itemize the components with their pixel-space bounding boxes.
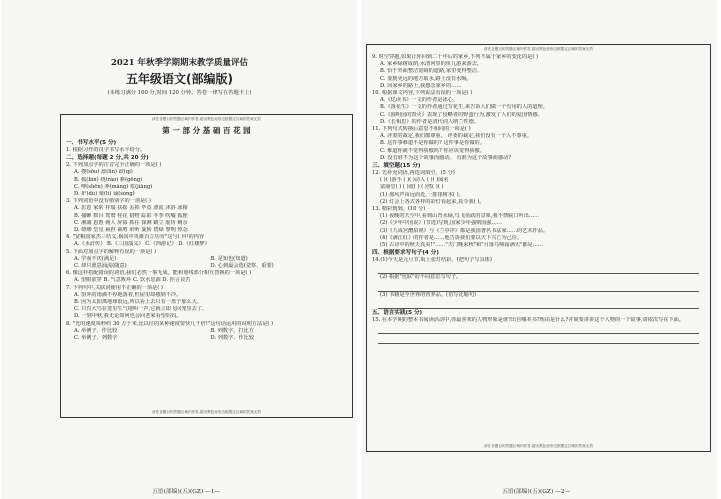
answer-box-right [366,44,711,452]
q6: 6. 像这样搭配错误的词语,我们必然一事无成。能和划线部分相互替换的一项是( ) [66,270,252,277]
q12-words-row2: 富丽堂( ) ( )废( ) ( )然( )( ) [380,184,444,191]
q13-item-3: (3)《九成宫醴泉铭》与《兰亭序》都是我国著名书法家……的艺术作品。 [380,227,549,234]
section-4-heading: 四、根据要求写句子(4 分) [372,250,439,257]
q11-option-b: B. 这件事难道不是你做的? 这件事是你做的。 [380,140,485,147]
q9: 9. 时空穿越,如果让你回到二十年后的家乡,下列不属于家乡的变化的是( ) [372,54,539,60]
q12-sentence-2: (2) 灯会上各式各样的彩灯看起来,真令我( )。 [380,198,485,205]
notice-top: 请在各题目的答题区域内作答,超出黑色矩形边框限定区域的答案无效 [152,117,261,121]
q10-option-c: C.《圆明园的毁灭》表现了侵略者的野蛮行为,激发了人们的爱国情感。 [380,111,543,118]
section-5-heading: 五、语言实践(5 分) [372,309,423,316]
q5: 5. 下面对加点字的解释有误的一项是( ) [66,248,157,255]
q4-options: A.《水浒传》 B.《三国演义》 C.《西游记》 D.《红楼梦》 [74,241,210,248]
q15: 15. 在本学期的整本书阅读活动中,你最喜欢的人物形象是谁?出自哪本书?理由是什么?并简要讲讲这个人物的一个故事,请依次写在下面。 [372,316,685,323]
q7-option-a: A. 窗外的雨滴不停地落着,但屋里却感到不冷。 [74,291,182,298]
section-2-heading: 二、选择题(每题 2 分,共 20 分) [66,155,149,162]
q2-option-b: B. 鬓(bìn) 绕(rào) 耕(gēng) [74,176,143,183]
notice-bottom-right: 请在各题目的答题区域内作答,超出黑色矩形边框限定区域的答案无效 [484,444,593,448]
q2: 2. 下列加点字的注音完全正确的一项是( ) [66,162,162,169]
q3-option-c: C. 淋漓 恩惠 佣人 屏幕 抓住 探测 鹤立 虚伪 剩余 [74,219,188,226]
q14-part-3: (3) 书籍是全世界的营养品。(仿写比喻句) [380,291,477,298]
q8-option-d: D. 列数字、作比较 [210,335,255,342]
q12: 12. 先补充词语,再选词填空。(5 分) [372,170,455,177]
page-2 [362,0,717,499]
q13-item-4: (4)《满江红》的作者是……他告诉我们要以天下兴亡为己任。 [380,234,523,241]
q5-options-row1 [66,256,347,263]
q13-item-1: (1) 夜晚的天空中,看到山青水绿,鸟飞鱼跃的景象,我不禁脱口吟出…… [380,213,540,220]
q8-option-a: A. 举例子、作比较 [74,327,118,334]
instructions: (本练习满分 100 分,时间 120 分钟。答卷一律写在答题卡上) [107,90,252,96]
q5-option-a: A. 学而不厌(满足) [74,255,117,262]
q11-option-a: A. 评委的裁定,我们都尊重。 评委的裁定,我们没有一个人不尊重。 [380,133,533,140]
q8-options-row1 [66,328,347,335]
q6-options: A. 望眼欲穿 B. 气急败坏 C. 饮水思源 D. 拒言良苦 [74,277,191,284]
q9-option-c: C. 要到更远的地方取水,路上没有水喝。 [380,75,472,82]
q10-option-a: A.《忆读书》一文的作者是冰心。 [380,97,459,104]
q8-option-b: B. 列数字、打比方 [210,327,254,334]
q10: 10. 根据课文内容,下列说法有误的一项是( ) [372,90,473,97]
q3-option-b: B. 捕蝉 数目 鸳鸯 桂花 猎物 踪影 冬季 吹嘘 狐狸 [74,212,188,219]
q11: 11. 下列句式转换后意思不相同的一项是( ) [372,126,471,133]
q13-item-2: (2)《少年中国说》(节选)写到,国家少年强则国强…… [380,220,502,227]
answer-box [60,114,353,418]
q1: 1. 根据习作的汉字书写水平给分。 [66,147,146,153]
q5-option-d: D. 心到最会选(觉察、重要) [210,263,274,270]
q8-options-row2 [66,335,347,342]
q12-sentence-1: (1) 那风声由远而近,一排排树木( )。 [380,191,464,198]
page-2-footer: 五语(部编)(五)(GZ) —2— [502,489,571,495]
q7-option-b: B. 因为太阳离地球很远,所以看上去只有一盘子那么大。 [74,299,203,306]
q3-option-d: D. 缥缈 堂皇 扁担 裁剪 聆听 旋转 碧绿 黎明 悼念 [74,227,188,234]
q14-part-2: (2) 根据"包联"的不同意思写句子。 [380,274,462,281]
q14-answer-line-3[interactable] [378,299,699,309]
q15-answer-line-1[interactable] [378,324,699,334]
q3-option-a: A. 思恩 家常 祥瑞 扶摇 丢掉 毕竟 漂流 沐浴 冰箱 [74,205,188,212]
notice-top-right: 请在各题目的答题区域内作答,超出黑色矩形边框限定区域的答案无效 [484,47,593,51]
q3: 3. 下列词语中没有错别字的一项是( ) [66,198,151,205]
q13: 13. 精彩到到。(10 分) [372,206,426,213]
q10-option-b: B.《落花生》一文的作者通过写花生,来告诉人们做一个有用的人的道理。 [380,104,548,111]
q14: 14.(1)今天是元旦节,街上张灯结彩。(把句子写具体) [372,257,492,264]
q10-option-d: D.《长相思》的作者是清代词人纳兰性德。 [380,118,479,125]
notice-bottom: 请在各题目的答题区域内作答,超出黑色矩形边框限定区域的答案无效 [152,410,261,414]
q13-item-5: (5) 古诗中的秋天真美!"……"天门晚来秋"和"月落乌啼霜满天"都是…… [380,242,544,249]
subject-title: 五年级语文(部编版) [126,72,233,86]
q2-option-d: D. 妒(dù) 栗(lì) 诵(sòng) [74,191,135,198]
q12-words-row1: ( )( )游手 ( )( )动人 ( )( )闻名 [380,177,449,184]
q8: 8. "光的速度每秒约 30 万千米,比以往的某种速度要快几千倍!"这句话运用的说明方法是( ) [66,320,274,327]
q7-option-d: D. 一到中秋,我无论如何也会回老家看望妈妈。 [74,313,182,320]
q7-option-c: C. 只有大鸟在笼里生气地叫一声,它就立即飞回笼里去了。 [74,306,208,313]
q14-answer-line-1[interactable] [378,264,699,274]
q5-options-row2 [66,263,347,270]
page-1-footer: 五语(部编)(五)(GZ) —1— [152,489,221,495]
q2-option-a: A. 搜(sōu) 凛(lǐn) 歧(qí) [74,169,133,176]
part-title: 第 一 部 分 基 础 百 花 园 [162,126,251,135]
section-1-heading: 一、书写水平(5 分) [66,140,117,146]
q9-option-a: A. 家乡绿树成荫,水清河里的鱼儿游来游去。 [380,61,483,68]
q14-answer-line-2[interactable] [378,282,699,292]
q4: 4. "宽粮国家杰三结义,祸国中英雄百立功劳"这与( )中的内容 [66,234,205,241]
q5-option-b: B. 是知也(知道) [210,255,248,262]
exam-title: 2021 年秋季学期期末教学质量评估 [110,58,249,68]
page-1 [2,0,357,499]
q7: 7. 下列句中,关联词使用不正确的一项是( ) [66,284,163,291]
q5-option-c: C. 却只愿意涌流(随意) [74,263,127,270]
q8-option-c: C. 举例子、列数字 [74,335,118,342]
q11-option-c: C. 难道你就不觉得骄傲吗? 你应该觉得骄傲。 [380,147,485,154]
q2-option-c: C. 呻(shēn) 莽(mǎng) 浆(jiāng) [74,183,153,190]
q9-option-b: B. 恰于外面整洁宽阔的道路,家里变得整洁。 [380,68,483,75]
q15-answer-line-2[interactable] [378,334,699,344]
section-3-heading: 三、填空题(15 分) [372,163,421,170]
q9-option-d: D. 回家乡的路上,我想念家乡的…… [380,82,462,89]
q11-option-d: D. 没有谁不为这个故事而感动。 有谁为这个故事而感动? [380,154,512,161]
